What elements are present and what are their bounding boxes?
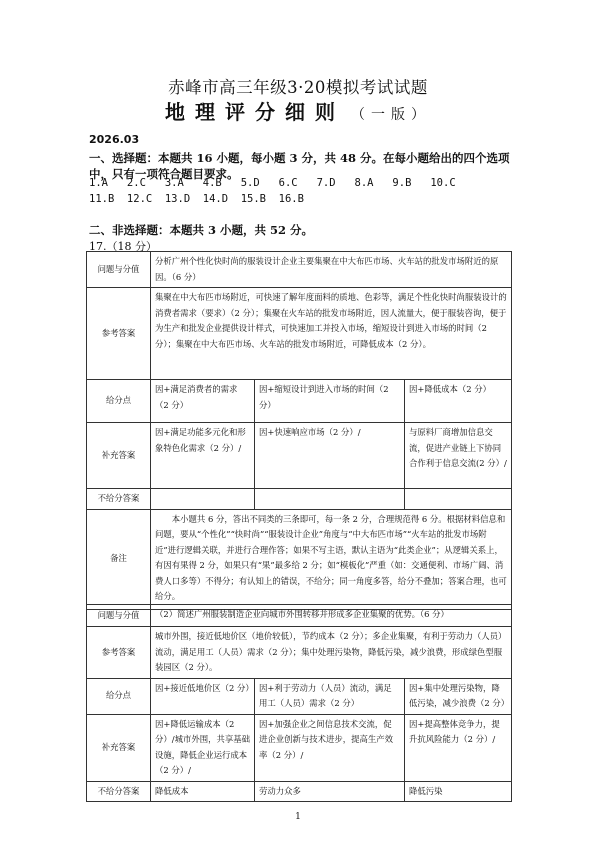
- page-number: 1: [295, 812, 301, 822]
- scoring-point-2: 因+缩短设计到进入市场的时间（2 分）: [255, 380, 405, 423]
- supplement-answer-2: 因+快速响应市场（2 分）/: [255, 423, 405, 489]
- document-title: [0, 96, 596, 125]
- scoring-point-1: 因+接近低地价区（2 分）: [151, 678, 255, 714]
- scoring-point-1: 因+满足消费者的需求（2 分）: [151, 380, 255, 423]
- reference-answer: 城市外围，接近低地价区（地价较低），节约成本（2 分）；多企业集聚，有利于劳动力（人员）流动，满足用工（人员）需求（2 分）；集中处理污染物，降低污染，减少浪费，形成绿色型服装园区（2 分）。: [151, 627, 512, 679]
- no-score-cell-2: [255, 489, 405, 510]
- row-label-answer: 参考答案: [87, 288, 151, 380]
- section1-heading: 一、选择题：本题共 16 小题，每小题 3 分，共 48 分。在每小题给出的四个选项中，只有一项符合题目要求。: [89, 151, 510, 181]
- row-label-no-score: 不给分答案: [87, 781, 151, 802]
- row-label-question: 问题与分值: [87, 252, 151, 288]
- exam-title: 赤峰市高三年级3·20模拟考试试题: [168, 78, 428, 97]
- no-score-cell-1: [151, 489, 255, 510]
- supplement-answer-1: 因+满足功能多元化和形象特色化需求（2 分）/: [151, 423, 255, 489]
- no-score-cell-3: [405, 489, 512, 510]
- supplement-answer-1: 因+降低运输成本（2 分）/城市外围，共享基础设施，降低企业运行成本（2 分）/: [151, 714, 255, 781]
- title-main: 地理评分细则: [165, 100, 345, 124]
- scoring-point-3: 因+集中处理污染物，降低污染，减少浪费（2 分）: [405, 678, 512, 714]
- row-label-notes: 备注: [87, 509, 151, 609]
- question-17-label: 17.（18 分）: [89, 240, 157, 253]
- scoring-point-3: 因+降低成本（2 分）: [405, 380, 512, 423]
- reference-answer: 集聚在中大布匹市场附近，可快速了解年度面料的质地、色彩等，满足个性化快时尚服装设计的消费者需求（要求）（2 分）；集聚在火车站的批发市场附近，因人流量大，便于服装咨询，便于为生产和批发企业提供设计样式，可快速加工并投入市场，缩短设计到进入市场的时间（2 分）；集聚在中大布匹市场、火车站的批发市场附近，可降低成本（2 分）。: [151, 288, 512, 380]
- no-score-answer-2: 劳动力众多: [255, 781, 405, 802]
- no-score-answer-3: 降低污染: [405, 781, 512, 802]
- row-label-question: 问题与分值: [87, 605, 151, 627]
- answers-row-1: 1.A 2.C 3.A 4.B 5.D 6.C 7.D 8.A 9.B 10.C: [89, 177, 456, 189]
- notes-text: 本小题共 6 分，答出不同类的三条即可，每一条 2 分，合理规范得 6 分。根据材料信息和问题，要从“个性化”“快时尚”“服装设计企业”角度与“中大布匹市场”“火车站的批发市场附近”进行逻辑关联，并进行合理作答；如果不写主语，默认主语为“此类企业”；从逻辑关系上，有因有果得 2 分，如果只有“果”最多给 2 分；如“模板化”严重（如：交通便利、市场广阔、消费人口多等）不得分；有认知上的错误，不给分；同一角度多答，给分不叠加；答案合理，也可给分。: [151, 509, 512, 609]
- supplement-answer-2: 因+加强企业之间信息技术交流，促进企业创新与技术进步，提高生产效率（2 分）/: [255, 714, 405, 781]
- supplement-answer-3: 与原料厂商增加信息交流，促进产业链上下协同合作利于信息交流(2 分）/: [405, 423, 512, 489]
- row-label-points: 给分点: [87, 678, 151, 714]
- row-label-supplement: 补充答案: [87, 714, 151, 781]
- row-label-answer: 参考答案: [87, 627, 151, 679]
- row-label-points: 给分点: [87, 380, 151, 423]
- scoring-point-2: 因+利于劳动力（人员）流动，满足用工（人员）需求（2 分）: [255, 678, 405, 714]
- row-label-supplement: 补充答案: [87, 423, 151, 489]
- exam-date: 2026.03: [89, 133, 140, 146]
- question-text: 分析广州个性化快时尚的服装设计企业主要集聚在中大布匹市场、火车站的批发市场附近的原因。（6 分）: [151, 252, 512, 288]
- answers-row-2: 11.B 12.C 13.D 14.D 15.B 16.B: [89, 193, 304, 205]
- title-version: （一版）: [351, 107, 431, 123]
- scoring-table-q17-2: [86, 604, 512, 802]
- section2-heading: 二、非选择题：本题共 3 小题，共 52 分。: [89, 223, 314, 237]
- question-text: （2）简述广州服装制造企业向城市外围转移并形成多企业集聚的优势。（6 分）: [151, 605, 512, 627]
- scoring-table-q17-1: [86, 251, 512, 610]
- no-score-answer-1: 降低成本: [151, 781, 255, 802]
- row-label-no-score: 不给分答案: [87, 489, 151, 510]
- supplement-answer-3: 因+提高整体竞争力，提升抗风险能力（2 分）/: [405, 714, 512, 781]
